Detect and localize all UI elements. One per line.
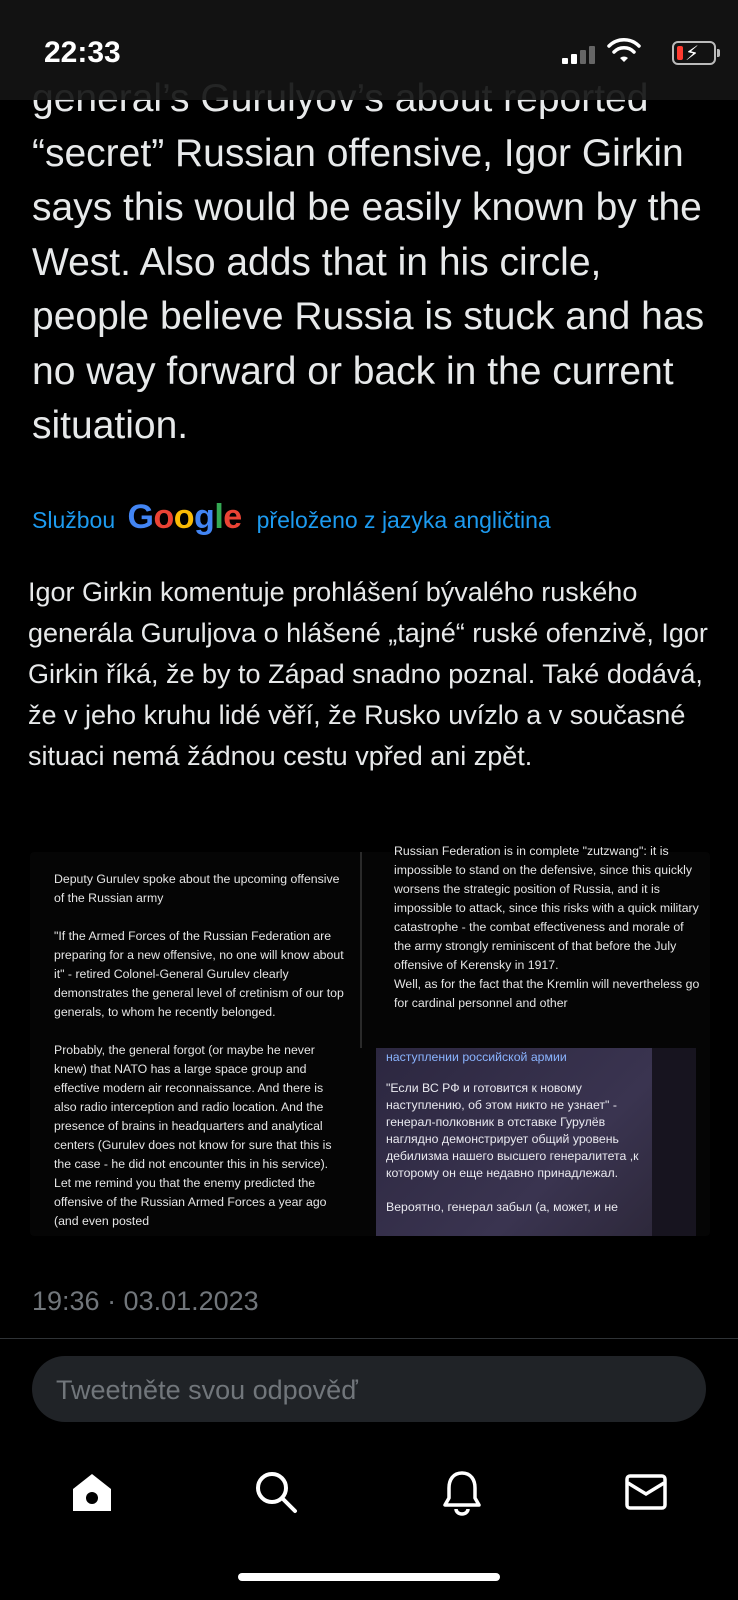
translation-suffix: přeloženo z jazyka angličtina <box>256 507 551 533</box>
status-bar <box>0 0 738 100</box>
reply-box[interactable] <box>32 1356 706 1422</box>
tweet-original-text: “secret” Russian offensive, Igor Girkin says this would be easily known by the West. Also adds that in his circle, people believe Russia is stuck and has no way forward or back in the current situation. <box>32 131 705 447</box>
cellular-signal-icon <box>562 46 598 64</box>
tab-home[interactable] <box>62 1462 122 1522</box>
tweet-media[interactable] <box>30 844 710 1236</box>
home-icon <box>69 1471 115 1513</box>
wifi-icon <box>608 40 640 64</box>
media-image-right-bottom[interactable] <box>376 1048 696 1236</box>
translation-prefix: Službou <box>32 507 116 533</box>
messages-icon <box>624 1473 668 1511</box>
media-image-right-bottom-text: "Если ВС РФ и готовится к новому наступлению, об этом никто не узнает" - генерал-полковник в отставке Гурулёв наглядно демонстрирует общий уровень дебилизма нашего высшего генералитета ,к которому он еще недавно принадлежал. Вероятно, генерал забыл (а, может, и не <box>386 1081 639 1214</box>
tweet-translated-text: Igor Girkin komentuje prohlášení bývalého ruského generála Guruljova o hlášené „tajné“ ruské ofenzivě, Igor Girkin říká, že by to Západ snadno poznal. Také dodává, že v jeho kruhu lidé věří, že Rusko uvízlo a v současné situaci nemá žádnou cestu vpřed ani zpět. <box>28 577 708 771</box>
media-image-left-text: Deputy Gurulev spoke about the upcoming offensive of the Russian army "If the Armed Forces of the Russian Federation are preparing for a new offensive, no one will know about it" - retired Colonel-General Gurulev clearly demonstrates the general level of cretinism of our top generals, to whom he recently belonged. Probably, the general forgot (or maybe he never knew) that NATO has a large space group and effective modern air reconnaissance. And there is also radio interception and radio location. And the presence of brains in headquarters and analytical centers (Gurulev does not know for sure that this is the case - he did not encounter this in his service). Let me remind you that the enemy predicted the offensive of the Russian Armed Forces a year ago (and even posted <box>54 872 344 1228</box>
divider <box>0 1338 738 1339</box>
tab-messages[interactable] <box>616 1462 676 1522</box>
tweet-timestamp: 19:36 · 03.01.2023 <box>32 1286 259 1316</box>
reply-input[interactable] <box>54 1356 678 1424</box>
decorative-pattern <box>652 1048 696 1236</box>
notifications-icon <box>442 1469 482 1515</box>
tab-notifications[interactable] <box>432 1462 492 1522</box>
media-divider <box>360 852 362 1048</box>
search-icon <box>254 1470 298 1514</box>
home-indicator[interactable] <box>238 1573 500 1581</box>
status-time: 22:33 <box>44 36 121 69</box>
media-image-header: наступлении российской армии <box>386 1050 567 1064</box>
battery-icon: ⚡ <box>672 41 716 65</box>
tab-bar <box>0 1450 738 1530</box>
tab-search[interactable] <box>246 1462 306 1522</box>
media-image-right-top-text: Russian Federation is in complete "zutzwang": it is impossible to stand on the defensive, since this quickly worsens the strategic position of Russia, and it is impossible to attack, since this risks with a quick military catastrophe - the combat effectiveness and morale of the army strongly reminiscent of that before the July offensive of Kerensky in 1917. Well, as for the fact that the Kremlin will nevertheless go for cardinal personnel and other <box>394 844 700 1010</box>
status-icons <box>546 38 716 68</box>
google-logo: Google <box>127 498 242 536</box>
translation-attribution[interactable] <box>32 498 551 538</box>
